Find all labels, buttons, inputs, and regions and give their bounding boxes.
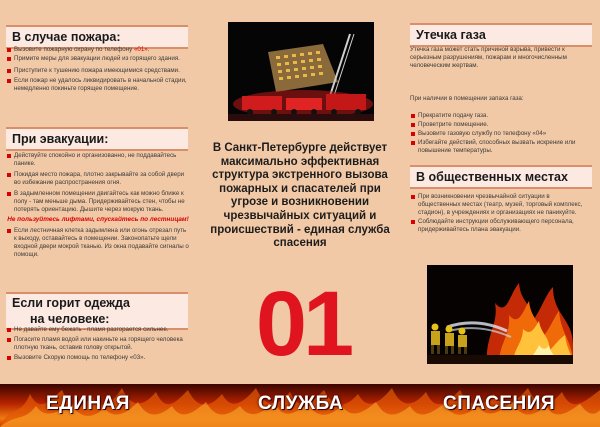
list-item	[6, 152, 190, 168]
list-item-text: Примите меры для эвакуации людей из горящего здания.	[14, 55, 180, 62]
list-item-text: Соблюдайте инструкции обслуживающего персонала, придерживайтесь плана эвакуации.	[418, 218, 574, 233]
public-places-section-header	[410, 165, 592, 189]
footer-word-3: СПАСЕНИЯ	[443, 393, 556, 414]
clothes-section-title-line1: Если горит одежда	[12, 296, 130, 310]
elevator-warning: Не пользуйтесь лифтами, спускайтесь по лестницам!	[7, 216, 189, 223]
list-item	[6, 67, 190, 75]
list-item-text: Вызовите газовую службу по телефону «04»	[418, 130, 547, 137]
footer-word-2: СЛУЖБА	[258, 393, 344, 414]
list-item-text: Если пожар не удалось ликвидировать в начальной стадии, немедленно покиньте горящее помещение.	[14, 77, 187, 92]
public-places-instructions	[410, 193, 592, 235]
list-item	[410, 218, 592, 234]
gas-instructions	[410, 112, 592, 156]
list-item	[6, 227, 190, 259]
gas-section-title: Утечка газа	[416, 28, 486, 42]
fire-section-title: В случае пожара:	[12, 30, 121, 44]
list-item	[6, 326, 190, 334]
list-item	[6, 336, 190, 352]
list-item-text: Приступите к тушению пожара имеющимися средствами.	[14, 67, 180, 74]
list-item	[6, 190, 190, 214]
list-item	[410, 112, 592, 120]
list-item	[410, 193, 592, 217]
phone-number: «01»	[133, 46, 148, 53]
list-item-text: В задымленном помещении двигайтесь как можно ближе к полу - там меньше дыма. Придерживайтесь стен, чтобы не потерять ориентацию. Дышите через мокрую ткань.	[14, 190, 185, 213]
list-item-text: При возникновении чрезвычайной ситуации в общественных местах (театр, музей, торговый комплекс, стадион), в учреждениях и организациях не паникуйте.	[418, 193, 583, 216]
list-item-text: Не давайте ему бежать - пламя разгорается сильнее.	[14, 326, 169, 333]
gas-section-header	[410, 23, 592, 47]
list-item-text: Покидая место пожара, плотно закрывайте за собой двери во избежание распространения огня.	[14, 171, 185, 186]
list-item	[6, 46, 190, 54]
evacuation-section-header	[6, 127, 188, 151]
list-item	[410, 139, 592, 155]
clothes-section-title-line2: на человеке:	[30, 312, 110, 326]
clothes-instructions	[6, 326, 190, 363]
list-item	[6, 171, 190, 187]
gas-lead: При наличии в помещении запаха газа:	[410, 95, 524, 102]
list-item	[6, 77, 190, 93]
main-message: В Санкт-Петербурге действует максимально эффективная структура экстренного вызова пожарных и спасателей при угрозе и возникновении чрезвычайных ситуаций и происшествий - единая служба спасения	[210, 142, 390, 250]
building-fire-photo	[228, 22, 374, 121]
list-item-text: Вызовите Скорую помощь по телефону «03».	[14, 354, 146, 361]
list-item	[6, 55, 190, 63]
list-item-text-end: .	[147, 46, 150, 53]
list-item-text: Вызовите пожарную охрану по телефону	[14, 46, 134, 53]
list-item	[410, 130, 592, 138]
building-fire-image	[228, 22, 374, 121]
evacuation-section-title: При эвакуации:	[12, 132, 109, 146]
list-item	[410, 121, 592, 129]
list-item-text: Погасите пламя водой или накиньте на горящего человека плотную ткань, оставив голову открытой.	[14, 336, 183, 351]
footer-word-1: ЕДИНАЯ	[46, 393, 130, 414]
list-item	[6, 354, 190, 362]
firefighters-photo	[427, 265, 573, 364]
firefighters-image	[427, 265, 573, 364]
gas-intro: Утечка газа может стать причиной взрыва, привести к серьезным разрушениям, пожарам и многочисленным человеческим жертвам.	[410, 46, 567, 69]
list-item-text: Действуйте спокойно и организованно, не поддавайтесь панике.	[14, 152, 177, 167]
list-item-text: Прекратите подачу газа.	[418, 112, 489, 119]
list-item-text: Если лестничная клетка задымлена или огонь отрезал путь к выходу, оставайтесь в помещении. Законопатьте щели входной двери мокрой тканью. Из окна подавайте сигналы о помощи.	[14, 227, 189, 258]
fire-instructions	[6, 46, 190, 94]
evacuation-instructions	[6, 152, 190, 260]
list-item-text: Проветрите помещение.	[418, 121, 489, 128]
list-item-text: Избегайте действий, способных вызвать искрение или повышение температуры.	[418, 139, 576, 154]
emergency-number: 01	[255, 273, 351, 375]
public-places-section-title: В общественных местах	[416, 170, 568, 184]
clothes-section-header	[6, 292, 188, 330]
